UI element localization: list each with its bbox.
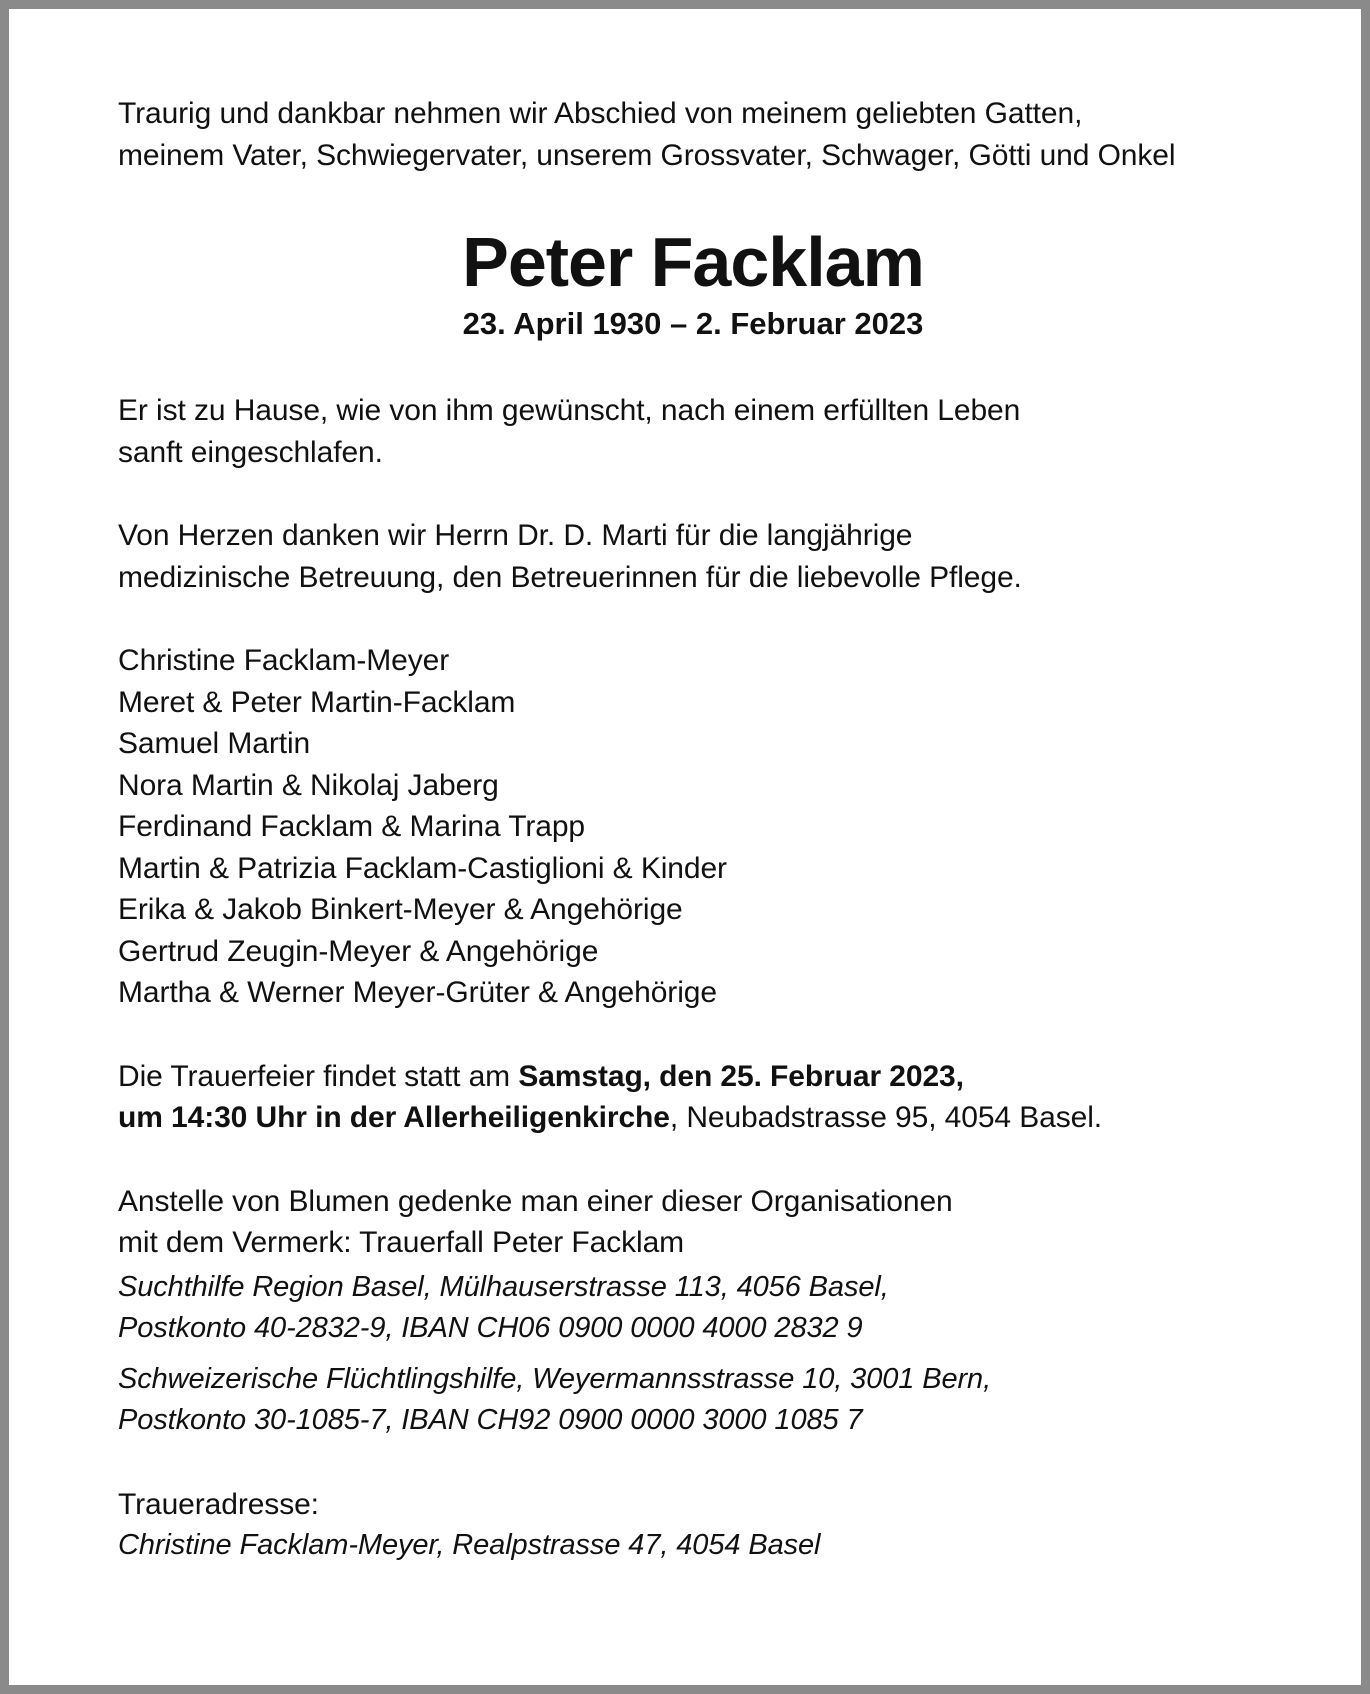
intro-line-2: meinem Vater, Schwiegervater, unserem Grossvater, Schwager, Götti und Onkel <box>118 138 1176 172</box>
mourner-entry: Martha & Werner Meyer-Grüter & Angehörige <box>118 976 717 1009</box>
thanks-line-1: Von Herzen danken wir Herrn Dr. D. Marti für die langjährige <box>118 519 913 552</box>
thanks-text <box>118 515 1278 598</box>
mourner-entry: Martin & Patrizia Facklam-Castiglioni & Kinder <box>118 851 727 885</box>
ceremony-line-1 <box>118 1056 1278 1098</box>
mourner-entry: Nora Martin & Nikolaj Jaberg <box>118 768 499 802</box>
donation-line-1: Anstelle von Blumen gedenke man einer dieser Organisationen <box>118 1184 953 1218</box>
obituary-content <box>118 93 1278 1567</box>
ceremony-address: , Neubadstrasse 95, 4054 Basel. <box>669 1101 1103 1134</box>
passing-line-1: Er ist zu Hause, wie von ihm gewünscht, nach einem erfüllten Leben <box>118 394 1021 427</box>
organization-line-2: Postkonto 30-1085-7, IBAN CH92 0900 0000 3000 1085 7 <box>118 1404 863 1436</box>
donation-organization <box>118 1359 1278 1442</box>
ceremony-prefix: Die Trauerfeier findet statt am <box>118 1059 519 1093</box>
mourner-entry: Meret & Peter Martin-Facklam <box>118 685 516 719</box>
life-dates: 23. April 1930 – 2. Februar 2023 <box>462 306 924 341</box>
thanks-line-2: medizinische Betreuung, den Betreuerinnen für die liebevolle Pflege. <box>118 560 1022 594</box>
intro-line-1: Traurig und dankbar nehmen wir Abschied von meinem geliebten Gatten, <box>118 97 1083 130</box>
intro-text <box>118 93 1278 176</box>
ceremony-text <box>118 1056 1278 1139</box>
organization-line-1: Schweizerische Flüchtlingshilfe, Weyermannsstrasse 10, 3001 Bern, <box>118 1362 992 1395</box>
organization-line-1: Suchthilfe Region Basel, Mülhauserstrasse 113, 4056 Basel, <box>118 1270 889 1303</box>
ceremony-date: Samstag, den 25. Februar 2023, <box>518 1059 964 1093</box>
donation-text <box>118 1181 1278 1264</box>
mourner-entry: Gertrud Zeugin-Meyer & Angehörige <box>118 934 599 968</box>
mourner-entry: Christine Facklam-Meyer <box>118 644 450 677</box>
mourner-entry: Ferdinand Facklam & Marina Trapp <box>118 810 586 843</box>
donation-line-2: mit dem Vermerk: Trauerfall Peter Facklam <box>118 1226 685 1259</box>
passing-line-2: sanft eingeschlafen. <box>118 435 383 469</box>
obituary-page <box>9 9 1361 1685</box>
mourning-address-value: Christine Facklam-Meyer, Realpstrasse 47, 4054 Basel <box>118 1529 821 1561</box>
passing-text <box>118 390 1278 473</box>
organization-line-2: Postkonto 40-2832-9, IBAN CH06 0900 0000 4000 2832 9 <box>118 1312 863 1344</box>
ceremony-time-place: um 14:30 Uhr in der Allerheiligenkirche <box>118 1101 670 1134</box>
mourning-address-label: Traueradresse: <box>118 1487 319 1521</box>
ceremony-line-2 <box>118 1097 1278 1139</box>
mourners-list <box>118 640 1278 1014</box>
mourner-entry: Erika & Jakob Binkert-Meyer & Angehörige <box>118 893 683 926</box>
donation-organization <box>118 1267 1278 1350</box>
mourner-entry: Samuel Martin <box>118 727 311 760</box>
deceased-name: Peter Facklam <box>462 223 924 301</box>
mourning-address <box>118 1484 1278 1567</box>
